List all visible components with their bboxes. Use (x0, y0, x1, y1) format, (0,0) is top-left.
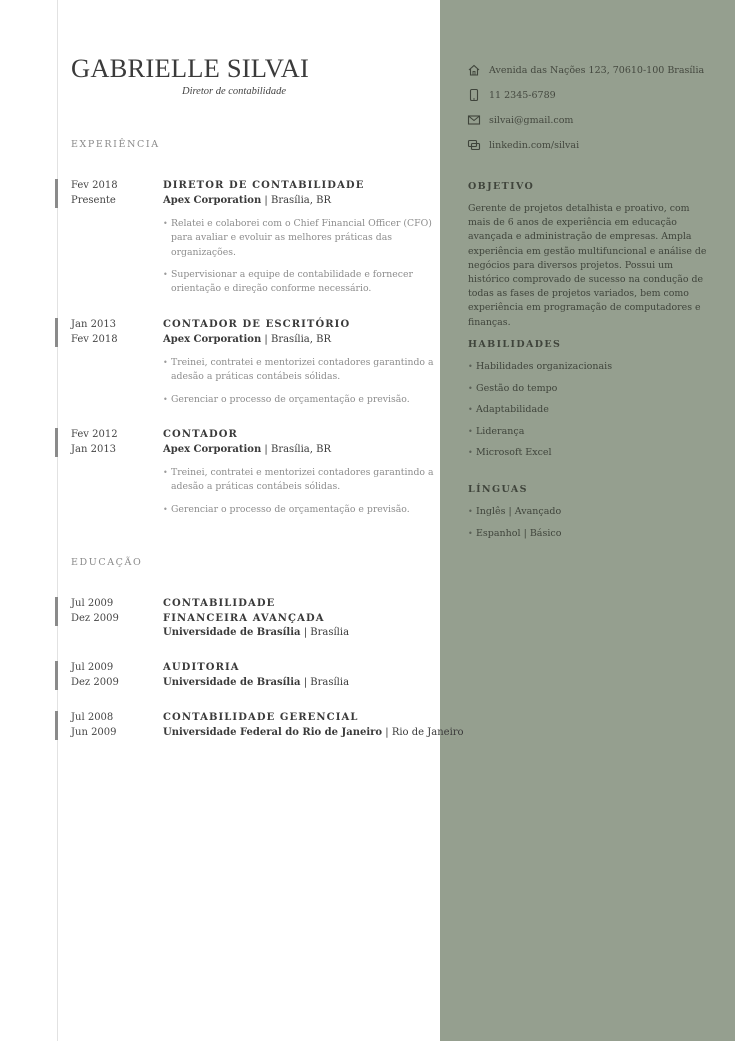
bullet-list (163, 217, 438, 296)
phone-text: 11 2345-6789 (489, 89, 556, 101)
entry-end-date: Dez 2009 (71, 676, 119, 688)
job-title: CONTADOR (163, 429, 238, 440)
entry-start-date: Jul 2009 (71, 598, 114, 609)
address-text: Avenida das Nações 123, 70610-100 Brasília (489, 64, 705, 76)
bullet-item: • Treinei, contratei e mentorizei contadores garantindo a adesão a práticas contábeis sólidas. (163, 356, 438, 385)
entry-dates (71, 179, 118, 208)
skill-item: • Liderança (468, 425, 525, 437)
contact-linkedin (467, 138, 579, 152)
experience-section-title: EXPERIÊNCIA (71, 139, 160, 150)
entry-end-date: Fev 2018 (71, 333, 118, 345)
skill-item: • Gestão do tempo (468, 382, 558, 394)
entry-marker (55, 318, 58, 347)
language-item: • Inglês | Avançado (468, 506, 562, 517)
entry-marker (55, 711, 58, 740)
objective-title: OBJETIVO (468, 181, 535, 192)
company-line: Apex Corporation | Brasília, BR (163, 443, 331, 455)
company-location: Brasília, BR (270, 333, 331, 345)
link-icon (467, 138, 481, 152)
school-name: Universidade Federal do Rio de Janeiro (163, 726, 383, 738)
entry-content (163, 597, 363, 641)
bullet-item: • Treinei, contratei e mentorizei contadores garantindo a adesão a práticas contábeis sólidas. (163, 466, 438, 495)
bullet-item: • Gerenciar o processo de orçamentação e previsão. (163, 503, 438, 517)
home-icon (467, 63, 481, 77)
entry-start-date: Jul 2008 (71, 712, 114, 723)
entry-content (163, 428, 438, 525)
entry-marker (55, 597, 58, 626)
degree-title: CONTABILIDADE FINANCEIRA AVANÇADA (163, 598, 325, 624)
email-text: silvai@gmail.com (489, 114, 574, 126)
skill-item: • Habilidades organizacionais (468, 361, 613, 372)
school-location: Brasília (310, 676, 350, 688)
entry-end-date: Jan 2013 (71, 443, 117, 455)
mail-icon (467, 113, 481, 127)
languages-title: LÍNGUAS (468, 484, 528, 495)
company-name: Apex Corporation (163, 194, 262, 206)
entry-dates (71, 661, 119, 690)
objective-text: Gerente de projetos detalhista e proativo, com mais de 6 anos de experiência em educação avançada e administração de empresas. Ampla experiência em gestão multifuncional e análise de negócios para diversos projetos. Possui um histórico comprovado de sucesso na condução de todas as fases de projetos variados, bem como experiência em programação de computadores e finanças. (468, 203, 707, 328)
job-title: CONTADOR DE ESCRITÓRIO (163, 319, 351, 330)
entry-content (163, 661, 438, 690)
candidate-name: GABRIELLE SILVAI (71, 53, 310, 83)
entry-content (163, 711, 464, 740)
entry-marker (55, 179, 58, 208)
company-name: Apex Corporation (163, 333, 262, 345)
school-name: Universidade de Brasília (163, 627, 301, 638)
entry-end-date: Jun 2009 (71, 726, 117, 738)
bullet-list (163, 356, 438, 407)
school-line: Universidade de Brasília | Brasília (163, 627, 350, 638)
entry-dates (71, 711, 117, 740)
phone-icon (467, 88, 481, 102)
languages-list (468, 505, 561, 548)
entry-dates (71, 428, 118, 457)
contact-email (467, 113, 573, 127)
skill-item: • Adaptabilidade (468, 404, 549, 415)
skill-item: • Microsoft Excel (468, 447, 552, 458)
contact-address (467, 63, 704, 77)
company-location: Brasília, BR (270, 443, 331, 455)
skills-list (468, 360, 612, 468)
company-location: Brasília, BR (270, 194, 331, 206)
linkedin-text: linkedin.com/silvai (489, 139, 580, 151)
entry-end-date: Presente (71, 194, 116, 206)
entry-marker (55, 428, 58, 457)
entry-start-date: Fev 2018 (71, 180, 118, 191)
company-line: Apex Corporation | Brasília, BR (163, 194, 331, 206)
language-item: • Espanhol | Básico (468, 527, 562, 539)
bullet-item: • Supervisionar a equipe de contabilidade e fornecer orientação e direção conforme necessário. (163, 268, 438, 297)
entry-content (163, 179, 438, 304)
left-margin-rule (57, 0, 58, 1041)
language-level: Básico (529, 527, 562, 539)
candidate-role: Diretor de contabilidade (181, 86, 286, 97)
entry-start-date: Jul 2009 (71, 662, 114, 673)
entry-end-date: Dez 2009 (71, 612, 119, 624)
bullet-list (163, 466, 438, 517)
skills-title: HABILIDADES (468, 339, 562, 350)
entry-start-date: Jan 2013 (71, 319, 117, 330)
degree-title: AUDITORIA (163, 662, 240, 673)
language-name: Espanhol (476, 527, 521, 539)
language-name: Inglês (476, 506, 506, 517)
school-name: Universidade de Brasília (163, 676, 301, 688)
school-location: Rio de Janeiro (391, 726, 464, 738)
bullet-item: • Gerenciar o processo de orçamentação e previsão. (163, 393, 438, 407)
contact-phone (467, 88, 556, 102)
entry-marker (55, 661, 58, 690)
school-location: Brasília (310, 627, 350, 638)
school-line: Universidade Federal do Rio de Janeiro | Rio de Janeiro (163, 726, 464, 738)
school-line: Universidade de Brasília | Brasília (163, 676, 350, 688)
entry-content (163, 318, 438, 415)
job-title: DIRETOR DE CONTABILIDADE (163, 180, 365, 191)
entry-start-date: Fev 2012 (71, 429, 118, 440)
entry-dates (71, 597, 119, 626)
degree-title: CONTABILIDADE GERENCIAL (163, 712, 359, 723)
entry-dates (71, 318, 118, 347)
education-section-title: EDUCAÇÃO (71, 557, 143, 568)
bullet-item: • Relatei e colaborei com o Chief Financial Officer (CFO) para avaliar e evoluir as melhores práticas das organizações. (163, 217, 438, 260)
language-level: Avançado (514, 506, 562, 517)
company-name: Apex Corporation (163, 443, 262, 455)
company-line: Apex Corporation | Brasília, BR (163, 333, 331, 345)
